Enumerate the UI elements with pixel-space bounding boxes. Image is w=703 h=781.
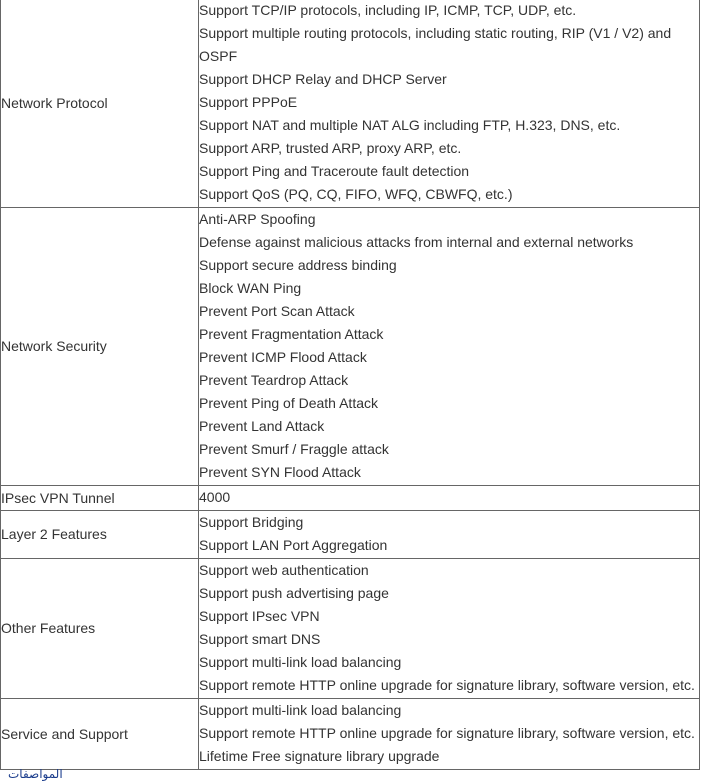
spec-value-line: Support multi-link load balancing: [199, 702, 402, 718]
spec-value-line: 4000: [199, 489, 231, 505]
spec-value: [199, 559, 700, 699]
spec-value-line: Defense against malicious attacks from internal and external networks: [199, 234, 634, 250]
spec-value-line: Prevent SYN Flood Attack: [199, 464, 361, 480]
spec-value-line: Support NAT and multiple NAT ALG including FTP, H.323, DNS, etc.: [199, 117, 621, 133]
spec-value-line: Support QoS (PQ, CQ, FIFO, WFQ, CBWFQ, etc.): [199, 186, 513, 202]
spec-value-line: Support smart DNS: [199, 631, 321, 647]
spec-row: [1, 486, 700, 511]
spec-value-line: Support TCP/IP protocols, including IP, ICMP, TCP, UDP, etc.: [199, 2, 577, 18]
spec-value-line: Support Ping and Traceroute fault detection: [199, 163, 470, 179]
spec-row: [1, 208, 700, 486]
footer-text: المواصفات: [8, 767, 63, 781]
spec-value-line: Prevent ICMP Flood Attack: [199, 349, 367, 365]
spec-row: [1, 511, 700, 559]
spec-value-line: Support multi-link load balancing: [199, 654, 402, 670]
spec-value-line: Prevent Fragmentation Attack: [199, 326, 384, 342]
spec-value-line: Support remote HTTP online upgrade for signature library, software version, etc.: [199, 725, 695, 741]
spec-value: [199, 208, 700, 486]
spec-label: IPsec VPN Tunnel: [1, 486, 199, 511]
spec-value-line: Prevent Teardrop Attack: [199, 372, 349, 388]
spec-value-line: Support IPsec VPN: [199, 608, 320, 624]
spec-value-line: Block WAN Ping: [199, 280, 302, 296]
spec-value-line: Lifetime Free signature library upgrade: [199, 748, 440, 764]
spec-value-line: Prevent Port Scan Attack: [199, 303, 355, 319]
spec-value-line: Prevent Land Attack: [199, 418, 325, 434]
spec-value-line: Support Bridging: [199, 514, 304, 530]
spec-value: [199, 699, 700, 770]
spec-label: Layer 2 Features: [1, 511, 199, 559]
spec-label: Other Features: [1, 559, 199, 699]
spec-value-line: Support PPPoE: [199, 94, 298, 110]
spec-row: [1, 0, 700, 208]
spec-value-line: Support LAN Port Aggregation: [199, 537, 388, 553]
spec-label: Service and Support: [1, 699, 199, 770]
spec-value: [199, 486, 700, 511]
spec-label: Network Security: [1, 208, 199, 486]
spec-table-body: [1, 0, 700, 770]
spec-value-line: Anti-ARP Spoofing: [199, 211, 316, 227]
spec-value-line: Prevent Ping of Death Attack: [199, 395, 378, 411]
spec-value-line: Support DHCP Relay and DHCP Server: [199, 71, 447, 87]
spec-value-line: Support multiple routing protocols, including static routing, RIP (V1 / V2) and OSPF: [199, 25, 672, 64]
spec-value-line: Support web authentication: [199, 562, 369, 578]
spec-value: [199, 511, 700, 559]
spec-value-line: Support ARP, trusted ARP, proxy ARP, etc.: [199, 140, 462, 156]
spec-value-line: Support push advertising page: [199, 585, 389, 601]
spec-value-line: Support remote HTTP online upgrade for signature library, software version, etc.: [199, 677, 695, 693]
spec-row: [1, 559, 700, 699]
spec-value-line: Prevent Smurf / Fraggle attack: [199, 441, 389, 457]
spec-value-line: Support secure address binding: [199, 257, 397, 273]
spec-label: Network Protocol: [1, 0, 199, 208]
spec-row: [1, 699, 700, 770]
spec-value: [199, 0, 700, 208]
